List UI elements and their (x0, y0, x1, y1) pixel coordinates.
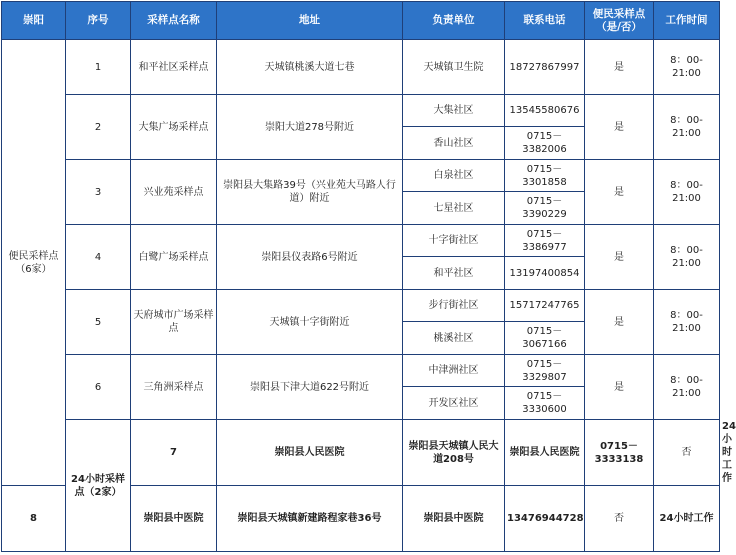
header-hours: 工作时间 (654, 2, 720, 40)
site-address: 崇阳县仪表路6号附近 (217, 225, 403, 290)
site-phone: 18727867997 (505, 40, 585, 95)
site-phone: 13476944728 (505, 486, 585, 552)
site-phone: 0715－3386977 (505, 225, 585, 257)
site-convenience: 否 (654, 420, 720, 486)
site-hours: 8：00-21:00 (654, 225, 720, 290)
site-hours: 8：00-21:00 (654, 160, 720, 225)
site-phone: 0715－3382006 (505, 127, 585, 160)
site-unit: 十字街社区 (403, 225, 505, 257)
site-index: 8 (2, 486, 66, 552)
header-site-name: 采样点名称 (131, 2, 217, 40)
table-row (2, 95, 720, 127)
site-phone: 0715－3329807 (505, 355, 585, 387)
site-address: 天城镇桃溪大道七巷 (217, 40, 403, 95)
site-unit: 天城镇卫生院 (403, 40, 505, 95)
header-convenience: 便民采样点（是/否） (585, 2, 654, 40)
site-hours: 8：00-21:00 (654, 290, 720, 355)
site-phone: 0715－3067166 (505, 322, 585, 355)
site-hours: 8：00-21:00 (654, 95, 720, 160)
site-hours: 24小时工作 (654, 486, 720, 552)
site-unit: 崇阳县人民医院 (505, 420, 585, 486)
site-convenience: 是 (585, 290, 654, 355)
group-24h-sites: 24小时采样点（2家） (66, 420, 131, 552)
site-convenience: 否 (585, 486, 654, 552)
site-unit: 白泉社区 (403, 160, 505, 192)
header-index: 序号 (66, 2, 131, 40)
group-convenience-sites: 便民采样点（6家） (2, 40, 66, 486)
header-region: 崇阳 (2, 2, 66, 40)
site-name: 崇阳县人民医院 (217, 420, 403, 486)
site-name: 兴业苑采样点 (131, 160, 217, 225)
site-address: 崇阳大道278号附近 (217, 95, 403, 160)
table-row (2, 40, 720, 95)
site-address: 天城镇十字街附近 (217, 290, 403, 355)
site-unit: 开发区社区 (403, 387, 505, 420)
site-index: 7 (131, 420, 217, 486)
site-name: 和平社区采样点 (131, 40, 217, 95)
site-unit: 香山社区 (403, 127, 505, 160)
site-phone: 15717247765 (505, 290, 585, 322)
site-address: 崇阳县天城镇人民大道208号 (403, 420, 505, 486)
site-unit: 步行街社区 (403, 290, 505, 322)
site-unit: 桃溪社区 (403, 322, 505, 355)
site-hours: 8：00-21:00 (654, 40, 720, 95)
table-row (2, 290, 720, 322)
site-phone: 0715－3390229 (505, 192, 585, 225)
site-index: 5 (66, 290, 131, 355)
site-convenience: 是 (585, 225, 654, 290)
sampling-sites-table (1, 1, 736, 552)
site-phone: 0715－3330600 (505, 387, 585, 420)
site-convenience: 是 (585, 160, 654, 225)
table-row (2, 225, 720, 257)
table-row (2, 355, 720, 387)
site-name: 白鹭广场采样点 (131, 225, 217, 290)
table-row (2, 160, 720, 192)
table-row: 24小时采样点（2家） 7 崇阳县人民医院 崇阳县天城镇人民大道208号 崇阳县人民医院 0715－3333138 否 24小时工作 (2, 420, 720, 486)
site-name: 三角洲采样点 (131, 355, 217, 420)
site-unit: 大集社区 (403, 95, 505, 127)
site-unit: 七星社区 (403, 192, 505, 225)
site-convenience: 是 (585, 40, 654, 95)
site-index: 3 (66, 160, 131, 225)
site-address: 崇阳县天城镇新建路程家巷36号 (217, 486, 403, 552)
header-address: 地址 (217, 2, 403, 40)
site-name: 天府城市广场采样点 (131, 290, 217, 355)
site-unit: 和平社区 (403, 257, 505, 290)
site-unit: 中津洲社区 (403, 355, 505, 387)
site-index: 6 (66, 355, 131, 420)
site-index: 2 (66, 95, 131, 160)
site-name: 大集广场采样点 (131, 95, 217, 160)
site-convenience: 是 (585, 95, 654, 160)
site-convenience: 是 (585, 355, 654, 420)
site-unit: 崇阳县中医院 (403, 486, 505, 552)
site-phone: 0715－3333138 (585, 420, 654, 486)
site-name: 崇阳县中医院 (131, 486, 217, 552)
site-phone: 13197400854 (505, 257, 585, 290)
site-hours: 8：00-21:00 (654, 355, 720, 420)
header-row (2, 2, 720, 40)
header-phone: 联系电话 (505, 2, 585, 40)
site-address: 崇阳县下津大道622号附近 (217, 355, 403, 420)
site-index: 4 (66, 225, 131, 290)
site-index: 1 (66, 40, 131, 95)
header-unit: 负责单位 (403, 2, 505, 40)
site-phone: 13545580676 (505, 95, 585, 127)
site-address: 崇阳县大集路39号（兴业苑大马路人行道）附近 (217, 160, 403, 225)
site-phone: 0715－3301858 (505, 160, 585, 192)
